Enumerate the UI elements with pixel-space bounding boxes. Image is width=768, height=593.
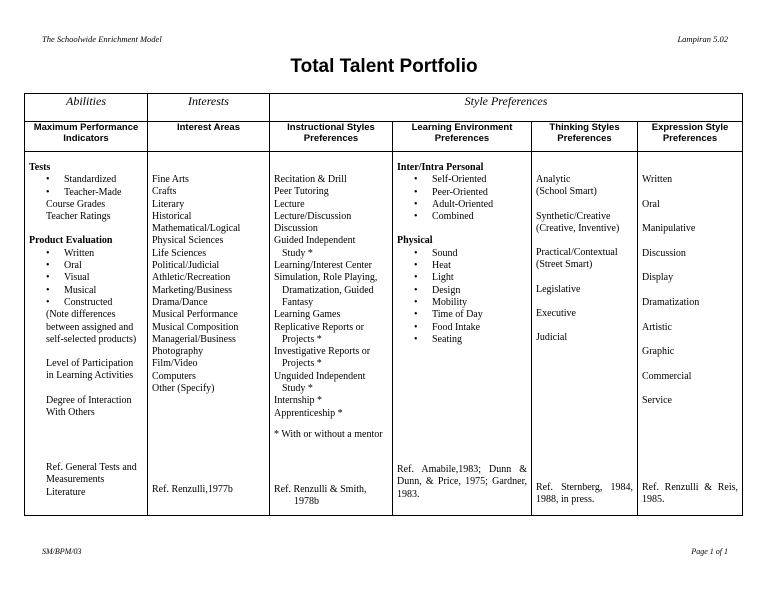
- list-item: Musical Composition: [152, 321, 239, 333]
- column-header: Thinking Styles Preferences: [532, 122, 638, 152]
- list-item: Physical Sciences: [152, 235, 224, 247]
- list-item: • Teacher-Made: [29, 187, 143, 199]
- list-item: • Standardized: [29, 174, 143, 186]
- list-item: Computers: [152, 370, 196, 382]
- product-list: [29, 248, 143, 309]
- document-header-left: The Schoolwide Enrichment Model: [42, 34, 162, 44]
- learning-environment-cell: [393, 152, 532, 516]
- list-item: Lecture/Discussion: [274, 210, 352, 222]
- list-item: • Constructed: [29, 297, 143, 309]
- list-item: Apprenticeship *: [274, 407, 343, 419]
- list-item: Drama/Dance: [152, 296, 208, 308]
- group-style-preferences: Style Preferences: [270, 94, 743, 122]
- expression-styles-cell: [638, 152, 743, 516]
- list-item: Life Sciences: [152, 247, 207, 259]
- list-item: Written: [642, 174, 673, 185]
- column-header: Learning Environment Preferences: [393, 122, 532, 152]
- list-item: Display: [642, 272, 674, 284]
- list-item: Teacher Ratings: [46, 211, 111, 223]
- list-item: • Oral: [29, 260, 143, 272]
- list-item: Legislative: [536, 283, 581, 295]
- participation-text: Level of Participation in Learning Activities: [46, 358, 134, 382]
- list-item: • Self-Oriented: [397, 174, 527, 186]
- product-note: (Note differences between assigned and self-selected products): [46, 309, 137, 345]
- list-item: • Adult-Oriented: [397, 199, 527, 211]
- list-item: Other (Specify): [152, 383, 215, 395]
- list-item: • Sound: [397, 248, 527, 260]
- column-header: Maximum Performance Indicators: [25, 122, 148, 152]
- list-item: Managerial/Business: [152, 333, 236, 345]
- column-header: Instructional Styles Preferences: [270, 122, 393, 152]
- list-item: Learning/Interest Center: [274, 260, 373, 272]
- list-item: (Creative, Inventive): [536, 222, 620, 234]
- list-item: • Food Intake: [397, 322, 527, 334]
- list-item: Political/Judicial: [152, 260, 220, 272]
- list-item: Practical/Contextual: [536, 247, 618, 259]
- abilities-cell: [25, 152, 148, 516]
- list-item: Dramatization: [642, 296, 700, 308]
- list-item: • Heat: [397, 260, 527, 272]
- list-item: • Peer-Oriented: [397, 187, 527, 199]
- interest-areas-list: [152, 174, 265, 395]
- list-item: Service: [642, 395, 672, 407]
- instructional-styles-cell: [270, 152, 393, 516]
- list-item: • Musical: [29, 285, 143, 297]
- reference-line: Ref. Renzulli & Smith,: [274, 484, 367, 495]
- list-item: Discussion: [642, 247, 686, 259]
- list-item: Synthetic/Creative: [536, 210, 611, 222]
- list-item: • Written: [29, 248, 143, 260]
- list-item: Musical Performance: [152, 309, 238, 321]
- list-item: Artistic: [642, 321, 672, 333]
- reference-text: [274, 484, 388, 509]
- reference-text: Ref. Renzulli,1977b: [152, 484, 233, 495]
- list-item: Mathematical/Logical: [152, 223, 241, 235]
- list-item: Investigative Reports or: [274, 346, 371, 358]
- list-item: Commercial: [642, 370, 692, 382]
- list-item: Simulation, Role Playing,: [274, 272, 378, 284]
- physical-heading: Physical: [397, 235, 433, 247]
- list-item: Athletic/Recreation: [152, 272, 231, 284]
- instructional-styles-list: [274, 174, 388, 441]
- list-item: Projects *: [282, 333, 322, 345]
- list-item: Study *: [282, 383, 313, 395]
- list-item: • Mobility: [397, 297, 527, 309]
- list-item: Historical: [152, 210, 192, 222]
- page-title: Total Talent Portfolio: [290, 56, 478, 77]
- list-item: (School Smart): [536, 186, 597, 198]
- talent-portfolio-table: [24, 93, 743, 516]
- inter-intra-heading: Inter/Intra Personal: [397, 162, 484, 173]
- thinking-styles-list: [536, 174, 633, 345]
- group-header-row: [25, 94, 743, 122]
- list-item: • Combined: [397, 211, 527, 223]
- interaction-text: Degree of Interaction With Others: [46, 394, 132, 419]
- list-item: Lecture: [274, 198, 305, 210]
- list-item: Learning Games: [274, 309, 341, 321]
- reference-text: Ref. Sternberg, 1984, 1988, in press.: [536, 482, 633, 506]
- list-item: Course Grades: [46, 198, 106, 210]
- list-item: Film/Video: [152, 358, 198, 370]
- list-item: Oral: [642, 198, 660, 210]
- list-item: Internship *: [274, 395, 323, 407]
- list-item: • Seating: [397, 334, 527, 346]
- list-item: Executive: [536, 308, 576, 320]
- list-item: Recitation & Drill: [274, 174, 347, 185]
- document-header-right: Lampiran 5.02: [677, 34, 728, 44]
- column-header-row: [25, 122, 743, 152]
- list-item: Crafts: [152, 186, 177, 198]
- list-item: Study *: [282, 247, 313, 259]
- group-abilities: Abilities: [25, 94, 148, 122]
- tests-list: [29, 174, 143, 199]
- list-item: Dramatization, Guided: [282, 284, 374, 296]
- expression-styles-list: [642, 174, 738, 420]
- reference-text: Ref. Amabile,1983; Dunn & Dunn, & Price, 1975; Gardner, 1983.: [397, 464, 527, 500]
- list-item: Graphic: [642, 346, 675, 358]
- list-item: Unguided Independent: [274, 370, 366, 382]
- list-item: Literary: [152, 198, 185, 210]
- group-interests: Interests: [148, 94, 270, 122]
- list-item: Discussion: [274, 223, 318, 235]
- list-item: Guided Independent: [274, 235, 356, 247]
- interests-cell: [148, 152, 270, 516]
- list-item: • Light: [397, 272, 527, 284]
- list-item: Judicial: [536, 332, 568, 344]
- list-item: Replicative Reports or: [274, 321, 364, 333]
- mentor-note: * With or without a mentor: [274, 428, 383, 440]
- list-item: Marketing/Business: [152, 284, 232, 296]
- product-evaluation-heading: Product Evaluation: [29, 235, 113, 247]
- list-item: Photography: [152, 346, 204, 358]
- list-item: • Time of Day: [397, 309, 527, 321]
- physical-list: [397, 248, 527, 346]
- reference-text: Ref. General Tests and Measurements Literature: [46, 462, 137, 498]
- reference-text: Ref. Renzulli & Reis, 1985.: [642, 482, 739, 506]
- list-item: Manipulative: [642, 223, 696, 235]
- list-item: Fine Arts: [152, 174, 189, 185]
- list-item: • Design: [397, 285, 527, 297]
- tests-heading: Tests: [29, 162, 51, 173]
- list-item: (Street Smart): [536, 259, 593, 271]
- content-row: [25, 152, 743, 516]
- page-number: Page 1 of 1: [691, 547, 728, 556]
- thinking-styles-cell: [532, 152, 638, 516]
- inter-intra-list: [397, 174, 527, 223]
- list-item: Peer Tutoring: [274, 186, 329, 198]
- column-header: Interest Areas: [148, 122, 270, 152]
- document-footer-left: SM/BPM/03: [42, 547, 82, 556]
- list-item: Projects *: [282, 358, 322, 370]
- list-item: Analytic: [536, 174, 571, 185]
- list-item: • Visual: [29, 272, 143, 284]
- reference-line: 1978b: [294, 496, 319, 508]
- list-item: Fantasy: [282, 296, 314, 308]
- column-header: Expression Style Preferences: [638, 122, 743, 152]
